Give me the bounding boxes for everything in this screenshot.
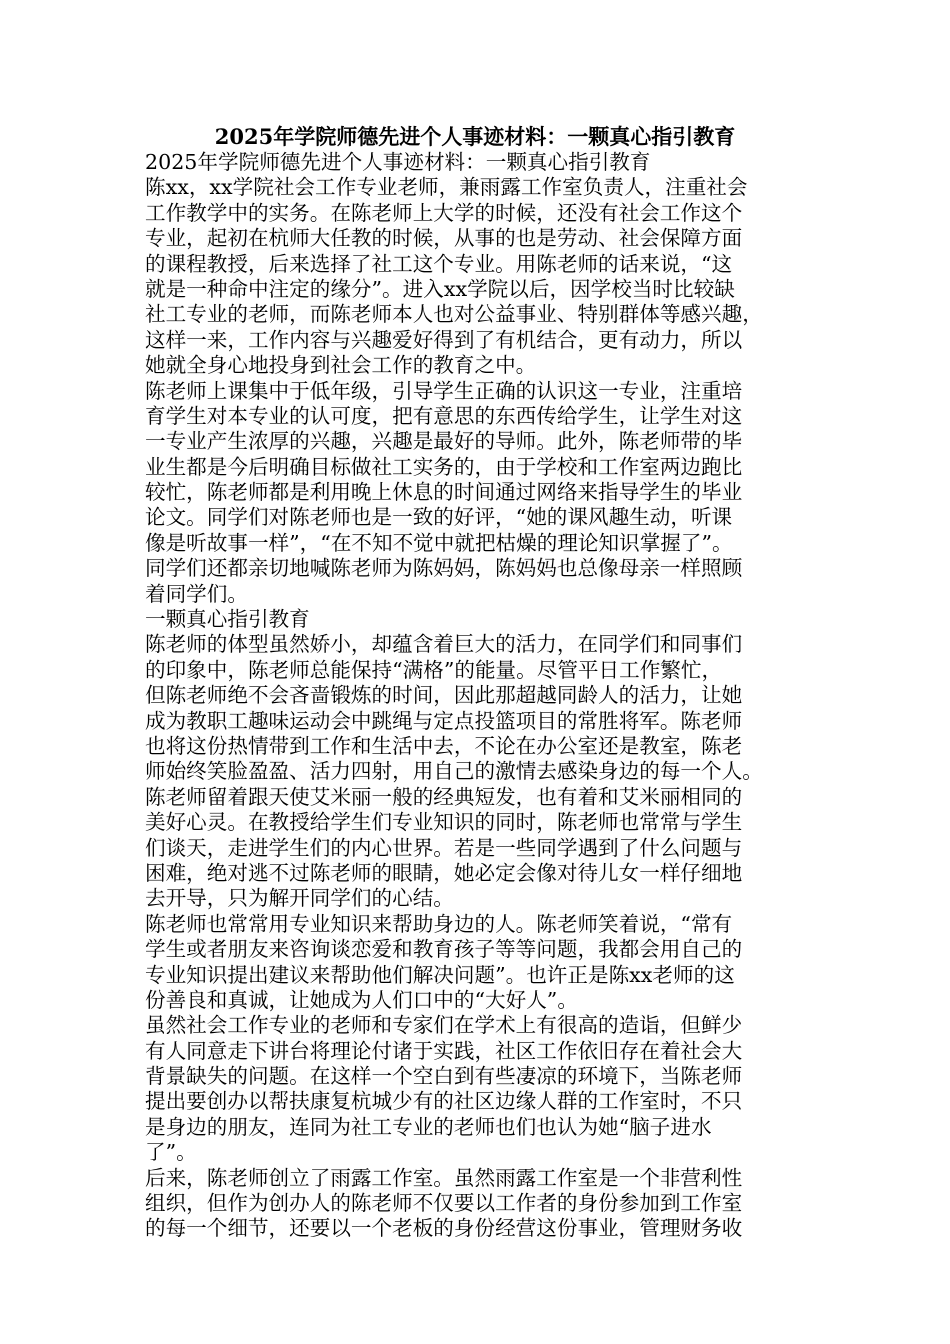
text-line: 论文。同学们对陈老师也是一致的好评，“她的课风趣生动，听课 xyxy=(145,505,733,530)
document-body xyxy=(145,150,810,1242)
text-line: 份善良和真诚，让她成为人们口中的“大好人”。 xyxy=(145,987,578,1012)
text-line: 育学生对本专业的认可度，把有意思的东西传给学生，让学生对这 xyxy=(145,403,743,428)
text-line: 陈老师的体型虽然娇小，却蕴含着巨大的活力，在同学们和同事们 xyxy=(145,632,743,657)
text-line: 这样一来，工作内容与兴趣爱好得到了有机结合，更有动力，所以 xyxy=(145,327,743,352)
text-line: 陈老师也常常用专业知识来帮助身边的人。陈老师笑着说，“常有 xyxy=(145,911,733,936)
text-line: 一专业产生浓厚的兴趣，兴趣是最好的导师。此外，陈老师带的毕 xyxy=(145,429,743,454)
text-line: 去开导，只为解开同学们的心结。 xyxy=(145,886,454,911)
text-line: 她就全身心地投身到社会工作的教育之中。 xyxy=(145,353,537,378)
text-line: 同学们还都亲切地喊陈老师为陈妈妈，陈妈妈也总像母亲一样照顾 xyxy=(145,556,743,581)
text-line: 专业知识提出建议来帮助他们解决问题”。也许正是陈xx老师的这 xyxy=(145,962,735,987)
text-line: 一颗真心指引教育 xyxy=(145,607,310,632)
text-line: 就是一种命中注定的缘分”。进入xx学院以后，因学校当时比较缺 xyxy=(145,276,735,301)
text-line: 陈老师留着跟天使艾米丽一般的经典短发，也有着和艾米丽相同的 xyxy=(145,784,743,809)
text-line: 的每一个细节，还要以一个老板的身份经营这份事业，管理财务收 xyxy=(145,1216,743,1241)
text-line: 像是听故事一样”，“在不知不觉中就把枯燥的理论知识掌握了”。 xyxy=(145,530,733,555)
text-line: 师始终笑脸盈盈、活力四射，用自己的激情去感染身边的每一个人。 xyxy=(145,759,763,784)
text-line: 是身边的朋友，连同为社工专业的老师也们也认为她“脑子进水 xyxy=(145,1114,712,1139)
text-line: 2025年学院师德先进个人事迹材料：一颗真心指引教育 xyxy=(145,150,651,174)
text-line: 业生都是今后明确目标做社工实务的，由于学校和工作室两边跑比 xyxy=(145,454,743,479)
text-line: 有人同意走下讲台将理论付诸于实践，社区工作依旧存在着社会大 xyxy=(145,1038,743,1063)
text-line: 学生或者朋友来咨询谈恋爱和教育孩子等等问题，我都会用自己的 xyxy=(145,937,743,962)
document-title: 2025年学院师德先进个人事迹材料：一颗真心指引教育 xyxy=(214,124,736,149)
text-line: 组织，但作为创办人的陈老师不仅要以工作者的身份参加到工作室 xyxy=(145,1191,743,1216)
text-line: 成为教职工趣味运动会中跳绳与定点投篮项目的常胜将军。陈老师 xyxy=(145,708,743,733)
text-line: 背景缺失的问题。在这样一个空白到有些凄凉的环境下，当陈老师 xyxy=(145,1064,743,1089)
text-line: 美好心灵。在教授给学生们专业知识的同时，陈老师也常常与学生 xyxy=(145,810,743,835)
text-line: 们谈天，走进学生们的内心世界。若是一些同学遇到了什么问题与 xyxy=(145,835,743,860)
text-line: 困难，绝对逃不过陈老师的眼睛，她必定会像对待儿女一样仔细地 xyxy=(145,860,743,885)
text-line: 专业，起初在杭师大任教的时候，从事的也是劳动、社会保障方面 xyxy=(145,226,743,251)
text-line: 着同学们。 xyxy=(145,581,248,606)
text-line: 后来，陈老师创立了雨露工作室。虽然雨露工作室是一个非营利性 xyxy=(145,1165,743,1190)
text-line: 虽然社会工作专业的老师和专家们在学术上有很高的造诣，但鲜少 xyxy=(145,1013,743,1038)
text-line: 也将这份热情带到工作和生活中去，不论在办公室还是教室，陈老 xyxy=(145,733,743,758)
text-line: 的课程教授，后来选择了社工这个专业。用陈老师的话来说，“这 xyxy=(145,251,733,276)
text-line: 工作教学中的实务。在陈老师上大学的时候，还没有社会工作这个 xyxy=(145,200,743,225)
text-line: 社工专业的老师，而陈老师本人也对公益事业、特别群体等感兴趣， xyxy=(145,302,763,327)
text-line: 了”。 xyxy=(145,1140,197,1165)
text-line: 提出要创办以帮扶康复杭城少有的社区边缘人群的工作室时，不只 xyxy=(145,1089,743,1114)
text-line: 较忙，陈老师都是利用晚上休息的时间通过网络来指导学生的毕业 xyxy=(145,480,743,505)
text-line: 陈老师上课集中于低年级，引导学生正确的认识这一专业，注重培 xyxy=(145,378,743,403)
text-line: 陈xx，xx学院社会工作专业老师，兼雨露工作室负责人，注重社会 xyxy=(145,175,748,200)
text-line: 但陈老师绝不会吝啬锻炼的时间，因此那超越同龄人的活力，让她 xyxy=(145,683,743,708)
text-line: 的印象中，陈老师总能保持“满格”的能量。尽管平日工作繁忙， xyxy=(145,657,723,682)
